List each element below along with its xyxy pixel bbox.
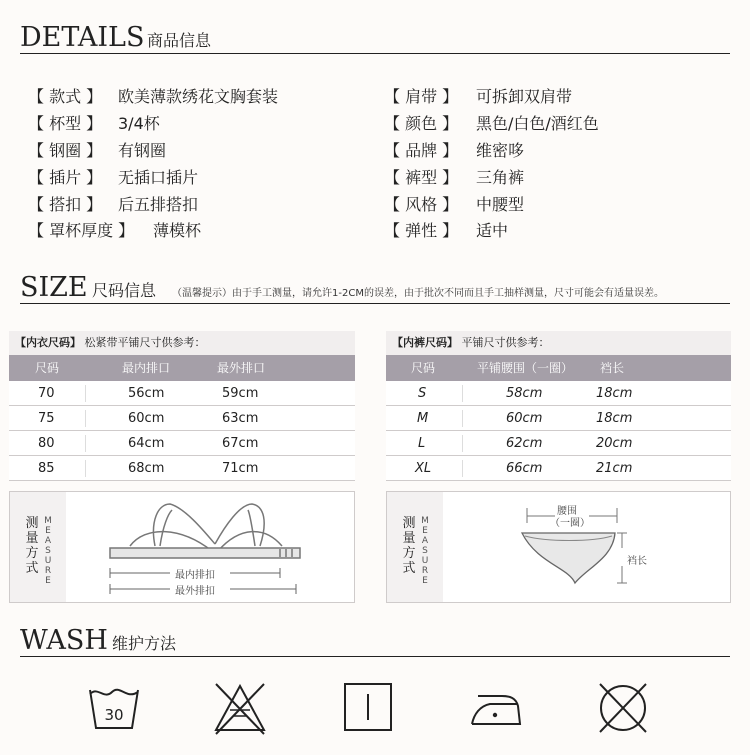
measure-cn-label: 测 量 方 式 xyxy=(402,516,416,576)
bra-outer-cell: 59cm xyxy=(222,386,259,401)
detail-key: 【 裤型 】 xyxy=(384,168,459,187)
panty-size-cell: S xyxy=(418,386,427,401)
bra-table-header xyxy=(9,355,355,381)
no-bleach-icon xyxy=(212,680,268,736)
detail-key: 【 钢圈 】 xyxy=(28,141,103,160)
detail-value: 适中 xyxy=(476,221,509,240)
detail-value: 欧美薄款绣花文胸套装 xyxy=(118,87,279,106)
measure-en-label: M E A S U R E xyxy=(421,516,429,586)
column-divider xyxy=(462,385,463,402)
bra-outer-cell: 71cm xyxy=(222,461,259,476)
svg-text:30: 30 xyxy=(104,706,124,724)
detail-key: 【 插片 】 xyxy=(28,168,103,187)
bra-header-inner: 最内排口 xyxy=(122,361,171,375)
measure-label xyxy=(10,492,66,602)
table-row xyxy=(386,406,731,431)
panty-waist-cell: 60cm xyxy=(506,411,543,426)
panty-size-cell: L xyxy=(418,436,426,451)
column-divider xyxy=(85,385,86,402)
detail-value: 后五排搭扣 xyxy=(118,195,199,214)
details-header xyxy=(20,20,730,54)
column-divider xyxy=(462,460,463,477)
no-dry-clean-icon xyxy=(596,680,652,736)
panty-header-size: 尺码 xyxy=(411,361,436,375)
details-title-en: DETAILS xyxy=(20,22,145,53)
detail-value: 黑色/白色/酒红色 xyxy=(476,114,599,133)
panty-table-title-bold: 【内裤尺码】 xyxy=(392,336,458,349)
bra-outer-cell: 67cm xyxy=(222,436,259,451)
panty-table-title-rest: 平铺尺寸供参考： xyxy=(461,336,550,349)
bra-size-cell: 80 xyxy=(38,436,55,451)
bra-header-size: 尺码 xyxy=(35,361,60,375)
bra-table-title-rest: 松紧带平铺尺寸供参考： xyxy=(84,336,206,349)
panty-measure-box xyxy=(386,491,731,603)
bra-inner-cell: 64cm xyxy=(128,436,165,451)
detail-value: 薄模杯 xyxy=(153,221,202,240)
column-divider xyxy=(85,460,86,477)
panty-size-cell: XL xyxy=(415,461,432,476)
panty-waist-cell: 58cm xyxy=(506,386,543,401)
bra-inner-label: 最内排扣 xyxy=(175,570,215,581)
panty-crotch-cell: 20cm xyxy=(596,436,633,451)
column-divider xyxy=(85,435,86,452)
size-header xyxy=(20,270,730,304)
low-iron-icon xyxy=(468,680,524,736)
size-title-en: SIZE xyxy=(20,272,88,303)
table-row xyxy=(9,381,355,406)
detail-value: 中腰型 xyxy=(476,195,525,214)
panty-waist-label-2: （一圈） xyxy=(550,518,590,529)
table-row xyxy=(9,431,355,456)
detail-key: 【 肩带 】 xyxy=(384,87,459,106)
panty-waist-cell: 66cm xyxy=(506,461,543,476)
detail-value: 有钢圈 xyxy=(118,141,167,160)
measure-label xyxy=(387,492,443,602)
bra-size-cell: 70 xyxy=(38,386,55,401)
bra-measure-box xyxy=(9,491,355,603)
panty-crotch-cell: 21cm xyxy=(596,461,633,476)
bra-inner-cell: 68cm xyxy=(128,461,165,476)
detail-value: 3/4杯 xyxy=(118,114,160,133)
bra-inner-cell: 56cm xyxy=(128,386,165,401)
column-divider xyxy=(462,435,463,452)
panty-diagram-icon xyxy=(507,498,657,598)
detail-key: 【 搭扣 】 xyxy=(28,195,103,214)
bra-header-outer: 最外排口 xyxy=(217,361,266,375)
details-title-cn: 商品信息 xyxy=(147,31,212,50)
table-row xyxy=(9,456,355,481)
bra-size-table xyxy=(9,331,355,481)
bra-outer-label: 最外排扣 xyxy=(175,586,215,597)
table-row xyxy=(9,406,355,431)
wash-30-icon xyxy=(86,680,142,736)
column-divider xyxy=(462,410,463,427)
bra-size-cell: 75 xyxy=(38,411,55,426)
bra-outer-cell: 63cm xyxy=(222,411,259,426)
detail-key: 【 风格 】 xyxy=(384,195,459,214)
panty-table-title xyxy=(386,331,731,355)
panty-table-header xyxy=(386,355,731,381)
wash-title-en: WASH xyxy=(20,625,108,656)
panty-size-cell: M xyxy=(417,411,429,426)
detail-key: 【 杯型 】 xyxy=(28,114,103,133)
detail-value: 无插口插片 xyxy=(118,168,199,187)
panty-size-table xyxy=(386,331,731,481)
panty-header-crotch: 裆长 xyxy=(600,361,625,375)
panty-header-waist: 平铺腰围（一圈） xyxy=(477,361,574,375)
measure-en-label: M E A S U R E xyxy=(44,516,52,586)
detail-key: 【 品牌 】 xyxy=(384,141,459,160)
wash-title-cn: 维护方法 xyxy=(112,634,177,653)
line-dry-icon xyxy=(341,680,397,736)
panty-crotch-cell: 18cm xyxy=(596,411,633,426)
table-row xyxy=(386,381,731,406)
table-row xyxy=(386,431,731,456)
detail-value: 三角裤 xyxy=(476,168,525,187)
size-title-cn: 尺码信息 xyxy=(92,281,157,300)
bra-inner-cell: 60cm xyxy=(128,411,165,426)
column-divider xyxy=(85,410,86,427)
detail-value: 可拆卸双肩带 xyxy=(476,87,573,106)
measure-cn-label: 测 量 方 式 xyxy=(25,516,39,576)
detail-key: 【 颜色 】 xyxy=(384,114,459,133)
panty-waist-label: 腰围 xyxy=(557,506,577,517)
size-note: （温馨提示）由于手工测量，请允许1-2CM的误差，由于批次不同而且手工抽样测量，尺寸可能会有适量误差。 xyxy=(172,288,664,299)
wash-header xyxy=(20,623,730,657)
bra-table-title xyxy=(9,331,355,355)
table-row xyxy=(386,456,731,481)
detail-value: 维密哆 xyxy=(476,141,525,160)
bra-table-title-bold: 【内衣尺码】 xyxy=(15,336,81,349)
detail-key: 【 款式 】 xyxy=(28,87,103,106)
panty-crotch-cell: 18cm xyxy=(596,386,633,401)
detail-key: 【 弹性 】 xyxy=(384,221,459,240)
bra-size-cell: 85 xyxy=(38,461,55,476)
panty-crotch-label: 裆长 xyxy=(627,556,647,567)
detail-key: 【 罩杯厚度 】 xyxy=(28,221,135,240)
panty-waist-cell: 62cm xyxy=(506,436,543,451)
